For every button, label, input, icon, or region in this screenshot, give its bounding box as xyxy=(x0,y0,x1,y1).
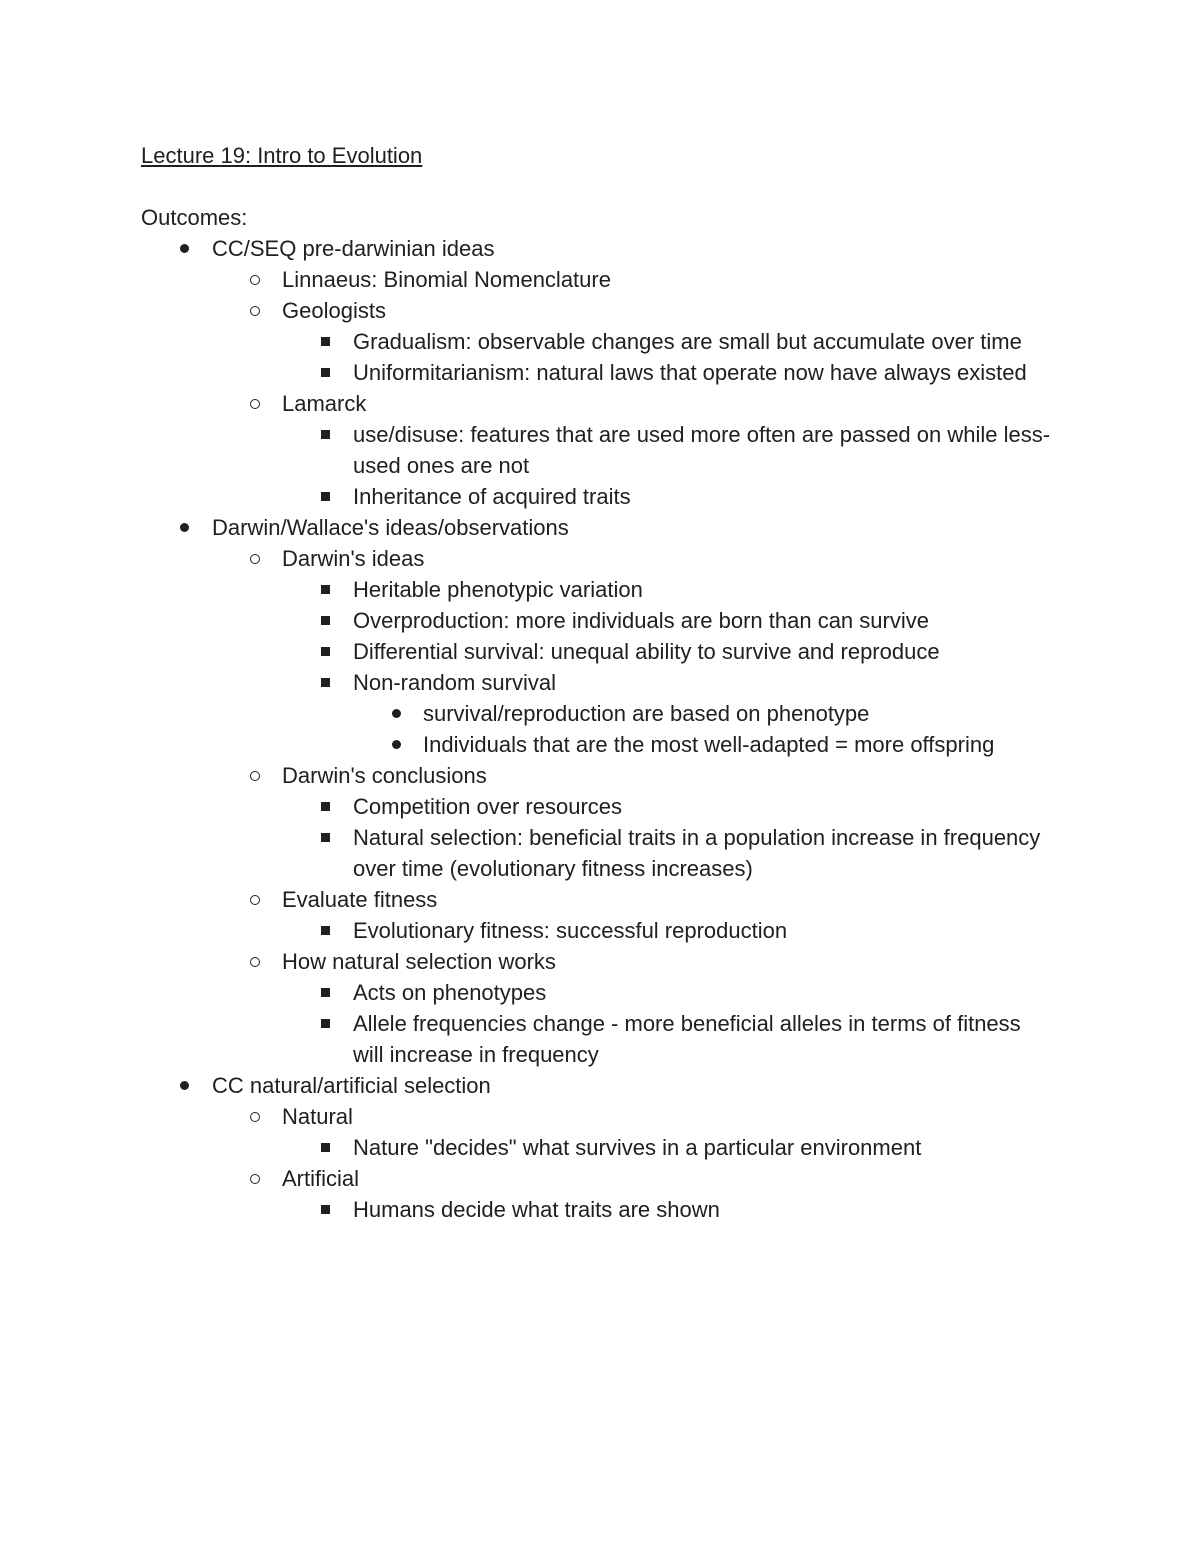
list-item xyxy=(141,667,1061,698)
bullet-marker xyxy=(240,1163,270,1194)
bullet-circle-icon xyxy=(250,895,260,905)
bullet-marker xyxy=(240,388,270,419)
bullet-marker xyxy=(240,760,270,791)
list-item xyxy=(141,915,1061,946)
list-item xyxy=(141,636,1061,667)
bullet-marker xyxy=(310,636,340,667)
bullet-dot-icon xyxy=(180,244,189,253)
bullet-square-icon xyxy=(321,1019,330,1028)
bullet-marker xyxy=(310,326,340,357)
list-item xyxy=(141,574,1061,605)
bullet-dot-icon xyxy=(392,740,401,749)
bullet-square-icon xyxy=(321,678,330,687)
blank-line xyxy=(141,171,1061,202)
list-item-text: Evolutionary fitness: successful reproduction xyxy=(353,918,788,943)
bullet-marker xyxy=(240,295,270,326)
list-item-text: use/disuse: features that are used more often are passed on while less-used ones are not xyxy=(353,422,1051,478)
list-item-text: CC natural/artificial selection xyxy=(212,1073,491,1098)
list-item xyxy=(141,1101,1061,1132)
list-item xyxy=(141,791,1061,822)
list-item xyxy=(141,326,1061,357)
bullet-circle-icon xyxy=(250,275,260,285)
list-item-text: Non-random survival xyxy=(353,670,556,695)
outline-list xyxy=(141,233,1061,1225)
list-item xyxy=(141,1194,1061,1225)
bullet-marker xyxy=(310,481,340,512)
bullet-marker xyxy=(240,946,270,977)
list-item xyxy=(141,1163,1061,1194)
list-item xyxy=(141,1132,1061,1163)
list-item xyxy=(141,233,1061,264)
list-item-text: Natural xyxy=(282,1104,353,1129)
bullet-dot-icon xyxy=(180,523,189,532)
bullet-marker xyxy=(169,233,199,264)
bullet-marker xyxy=(310,791,340,822)
list-item-text: Gradualism: observable changes are small but accumulate over time xyxy=(353,329,1022,354)
list-item-text: Inheritance of acquired traits xyxy=(353,484,631,509)
bullet-square-icon xyxy=(321,337,330,346)
bullet-circle-icon xyxy=(250,957,260,967)
bullet-marker xyxy=(240,543,270,574)
bullet-dot-icon xyxy=(180,1081,189,1090)
list-item-text: Darwin/Wallace's ideas/observations xyxy=(212,515,569,540)
list-item xyxy=(141,481,1061,512)
list-item xyxy=(141,822,1061,884)
list-item-text: Humans decide what traits are shown xyxy=(353,1197,720,1222)
list-item-text: Lamarck xyxy=(282,391,367,416)
bullet-marker xyxy=(310,915,340,946)
list-item xyxy=(141,388,1061,419)
bullet-marker xyxy=(240,884,270,915)
list-item-text: Differential survival: unequal ability to survive and reproduce xyxy=(353,639,940,664)
bullet-marker xyxy=(310,419,340,450)
list-item-text: Competition over resources xyxy=(353,794,623,819)
list-item-text: Darwin's conclusions xyxy=(282,763,487,788)
list-item-text: Geologists xyxy=(282,298,386,323)
list-item xyxy=(141,729,1061,760)
list-item-text: Evaluate fitness xyxy=(282,887,438,912)
page-title: Lecture 19: Intro to Evolution xyxy=(141,143,423,168)
list-item xyxy=(141,605,1061,636)
bullet-marker xyxy=(381,698,411,729)
list-item xyxy=(141,419,1061,481)
bullet-square-icon xyxy=(321,492,330,501)
bullet-square-icon xyxy=(321,802,330,811)
bullet-marker xyxy=(310,1132,340,1163)
list-item-text: survival/reproduction are based on phenotype xyxy=(423,701,870,726)
list-item xyxy=(141,512,1061,543)
list-item-text: Heritable phenotypic variation xyxy=(353,577,643,602)
bullet-square-icon xyxy=(321,585,330,594)
outcomes-heading: Outcomes: xyxy=(141,205,248,230)
list-item-text: Darwin's ideas xyxy=(282,546,425,571)
bullet-square-icon xyxy=(321,368,330,377)
list-item xyxy=(141,295,1061,326)
list-item xyxy=(141,698,1061,729)
bullet-marker xyxy=(310,574,340,605)
list-item-text: Allele frequencies change - more beneficial alleles in terms of fitness will increase in frequency xyxy=(353,1011,1021,1067)
list-item xyxy=(141,946,1061,977)
bullet-square-icon xyxy=(321,988,330,997)
list-item xyxy=(141,264,1061,295)
list-item xyxy=(141,1008,1061,1070)
bullet-marker xyxy=(169,512,199,543)
bullet-square-icon xyxy=(321,833,330,842)
bullet-marker xyxy=(169,1070,199,1101)
bullet-circle-icon xyxy=(250,771,260,781)
list-item xyxy=(141,977,1061,1008)
bullet-marker xyxy=(240,264,270,295)
list-item xyxy=(141,543,1061,574)
bullet-marker xyxy=(310,605,340,636)
bullet-circle-icon xyxy=(250,306,260,316)
bullet-circle-icon xyxy=(250,554,260,564)
bullet-square-icon xyxy=(321,647,330,656)
bullet-square-icon xyxy=(321,1205,330,1214)
list-item xyxy=(141,760,1061,791)
list-item-text: How natural selection works xyxy=(282,949,556,974)
list-item xyxy=(141,357,1061,388)
bullet-circle-icon xyxy=(250,1112,260,1122)
list-item-text: CC/SEQ pre-darwinian ideas xyxy=(212,236,495,261)
bullet-circle-icon xyxy=(250,399,260,409)
document-page xyxy=(141,140,1061,1225)
list-item-text: Individuals that are the most well-adapted = more offspring xyxy=(423,732,995,757)
list-item xyxy=(141,1070,1061,1101)
bullet-marker xyxy=(310,357,340,388)
bullet-square-icon xyxy=(321,926,330,935)
list-item xyxy=(141,884,1061,915)
list-item-text: Uniformitarianism: natural laws that operate now have always existed xyxy=(353,360,1027,385)
list-item-text: Overproduction: more individuals are born than can survive xyxy=(353,608,929,633)
bullet-square-icon xyxy=(321,1143,330,1152)
bullet-marker xyxy=(381,729,411,760)
list-item-text: Artificial xyxy=(282,1166,360,1191)
list-item-text: Natural selection: beneficial traits in a population increase in frequency over time (evolutionary fitness increases) xyxy=(353,825,1041,881)
bullet-square-icon xyxy=(321,430,330,439)
bullet-marker xyxy=(310,667,340,698)
list-item-text: Acts on phenotypes xyxy=(353,980,547,1005)
bullet-marker xyxy=(310,977,340,1008)
bullet-circle-icon xyxy=(250,1174,260,1184)
list-item-text: Linnaeus: Binomial Nomenclature xyxy=(282,267,611,292)
bullet-marker xyxy=(310,1194,340,1225)
bullet-marker xyxy=(310,1008,340,1039)
list-item-text: Nature "decides" what survives in a particular environment xyxy=(353,1135,922,1160)
bullet-square-icon xyxy=(321,616,330,625)
bullet-marker xyxy=(310,822,340,853)
bullet-dot-icon xyxy=(392,709,401,718)
bullet-marker xyxy=(240,1101,270,1132)
